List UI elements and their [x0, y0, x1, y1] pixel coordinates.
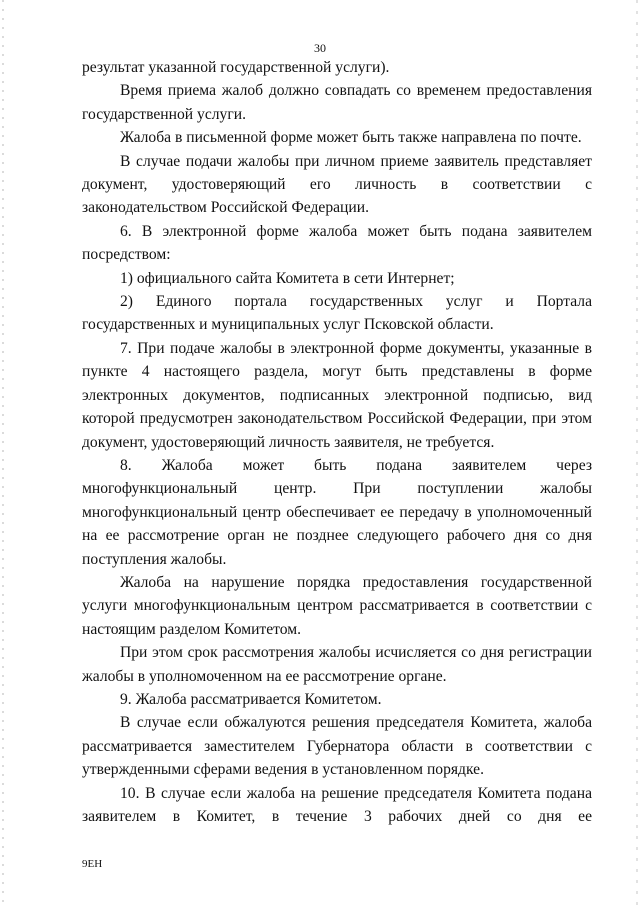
paragraph-item-6: 6. В электронной форме жалоба может быть подана заявителем посредством:	[82, 222, 592, 264]
paragraph: Жалоба на нарушение порядка предоставления государственной услуги многофункциональным центром рассматривается в соответствии с настоящим разделом Комитетом.	[82, 573, 592, 638]
scan-edge-left	[2, 0, 4, 905]
paragraph-item-9: 9. Жалоба рассматривается Комитетом.	[120, 690, 382, 708]
list-item-1: 1) официального сайта Комитета в сети Интернет;	[120, 269, 455, 287]
paragraph: В случае подачи жалобы при личном приеме заявитель представляет документ, удостоверяющий его личность в соответствии с законодательством Российской Федерации.	[82, 152, 592, 217]
scan-edge-right	[636, 0, 638, 905]
list-item-2: 2) Единого портала государственных услуг и Портала государственных и муниципальных услуг Псковской области.	[82, 293, 592, 334]
paragraph-item-8: 8. Жалоба может быть подана заявителем через многофункциональный центр. При поступлении жалобы многофункциональный центр обеспечивает ее передачу в уполномоченный на ее рассмотрение орган не позднее следующего рабочего дня со дня поступления жалобы.	[82, 456, 592, 568]
paragraph: Жалоба в письменной форме может быть также направлена по почте.	[120, 129, 582, 147]
paragraph: При этом срок рассмотрения жалобы исчисляется со дня регистрации жалобы в уполномоченном на ее рассмотрение органе.	[82, 644, 592, 685]
page-number: 30	[314, 41, 326, 55]
paragraph-item-7: 7. При подаче жалобы в электронной форме документы, указанные в пункте 4 настоящего раздела, могут быть представлены в форме электронных документов, подписанных электронной подписью, вид которой предусмотрен законодательством Российской Федерации, при этом документ, удостоверяющий личность заявителя, не требуется.	[82, 339, 592, 451]
footer-mark: 9ЕН	[82, 858, 103, 870]
paragraph: В случае если обжалуются решения председателя Комитета, жалоба рассматривается заместителем Губернатора области в соответствии с утвержденными сферами ведения в установленном порядке.	[82, 714, 592, 779]
paragraph: Время приема жалоб должно совпадать со временем предоставления государственной услуги.	[82, 82, 592, 123]
paragraph-item-10: 10. В случае если жалоба на решение председателя Комитета подана заявителем в Комитет, в течение 3 рабочих дней со дня ее	[82, 784, 592, 825]
document-body	[82, 56, 592, 828]
paragraph-continuation: результат указанной государственной услуги).	[82, 59, 390, 76]
